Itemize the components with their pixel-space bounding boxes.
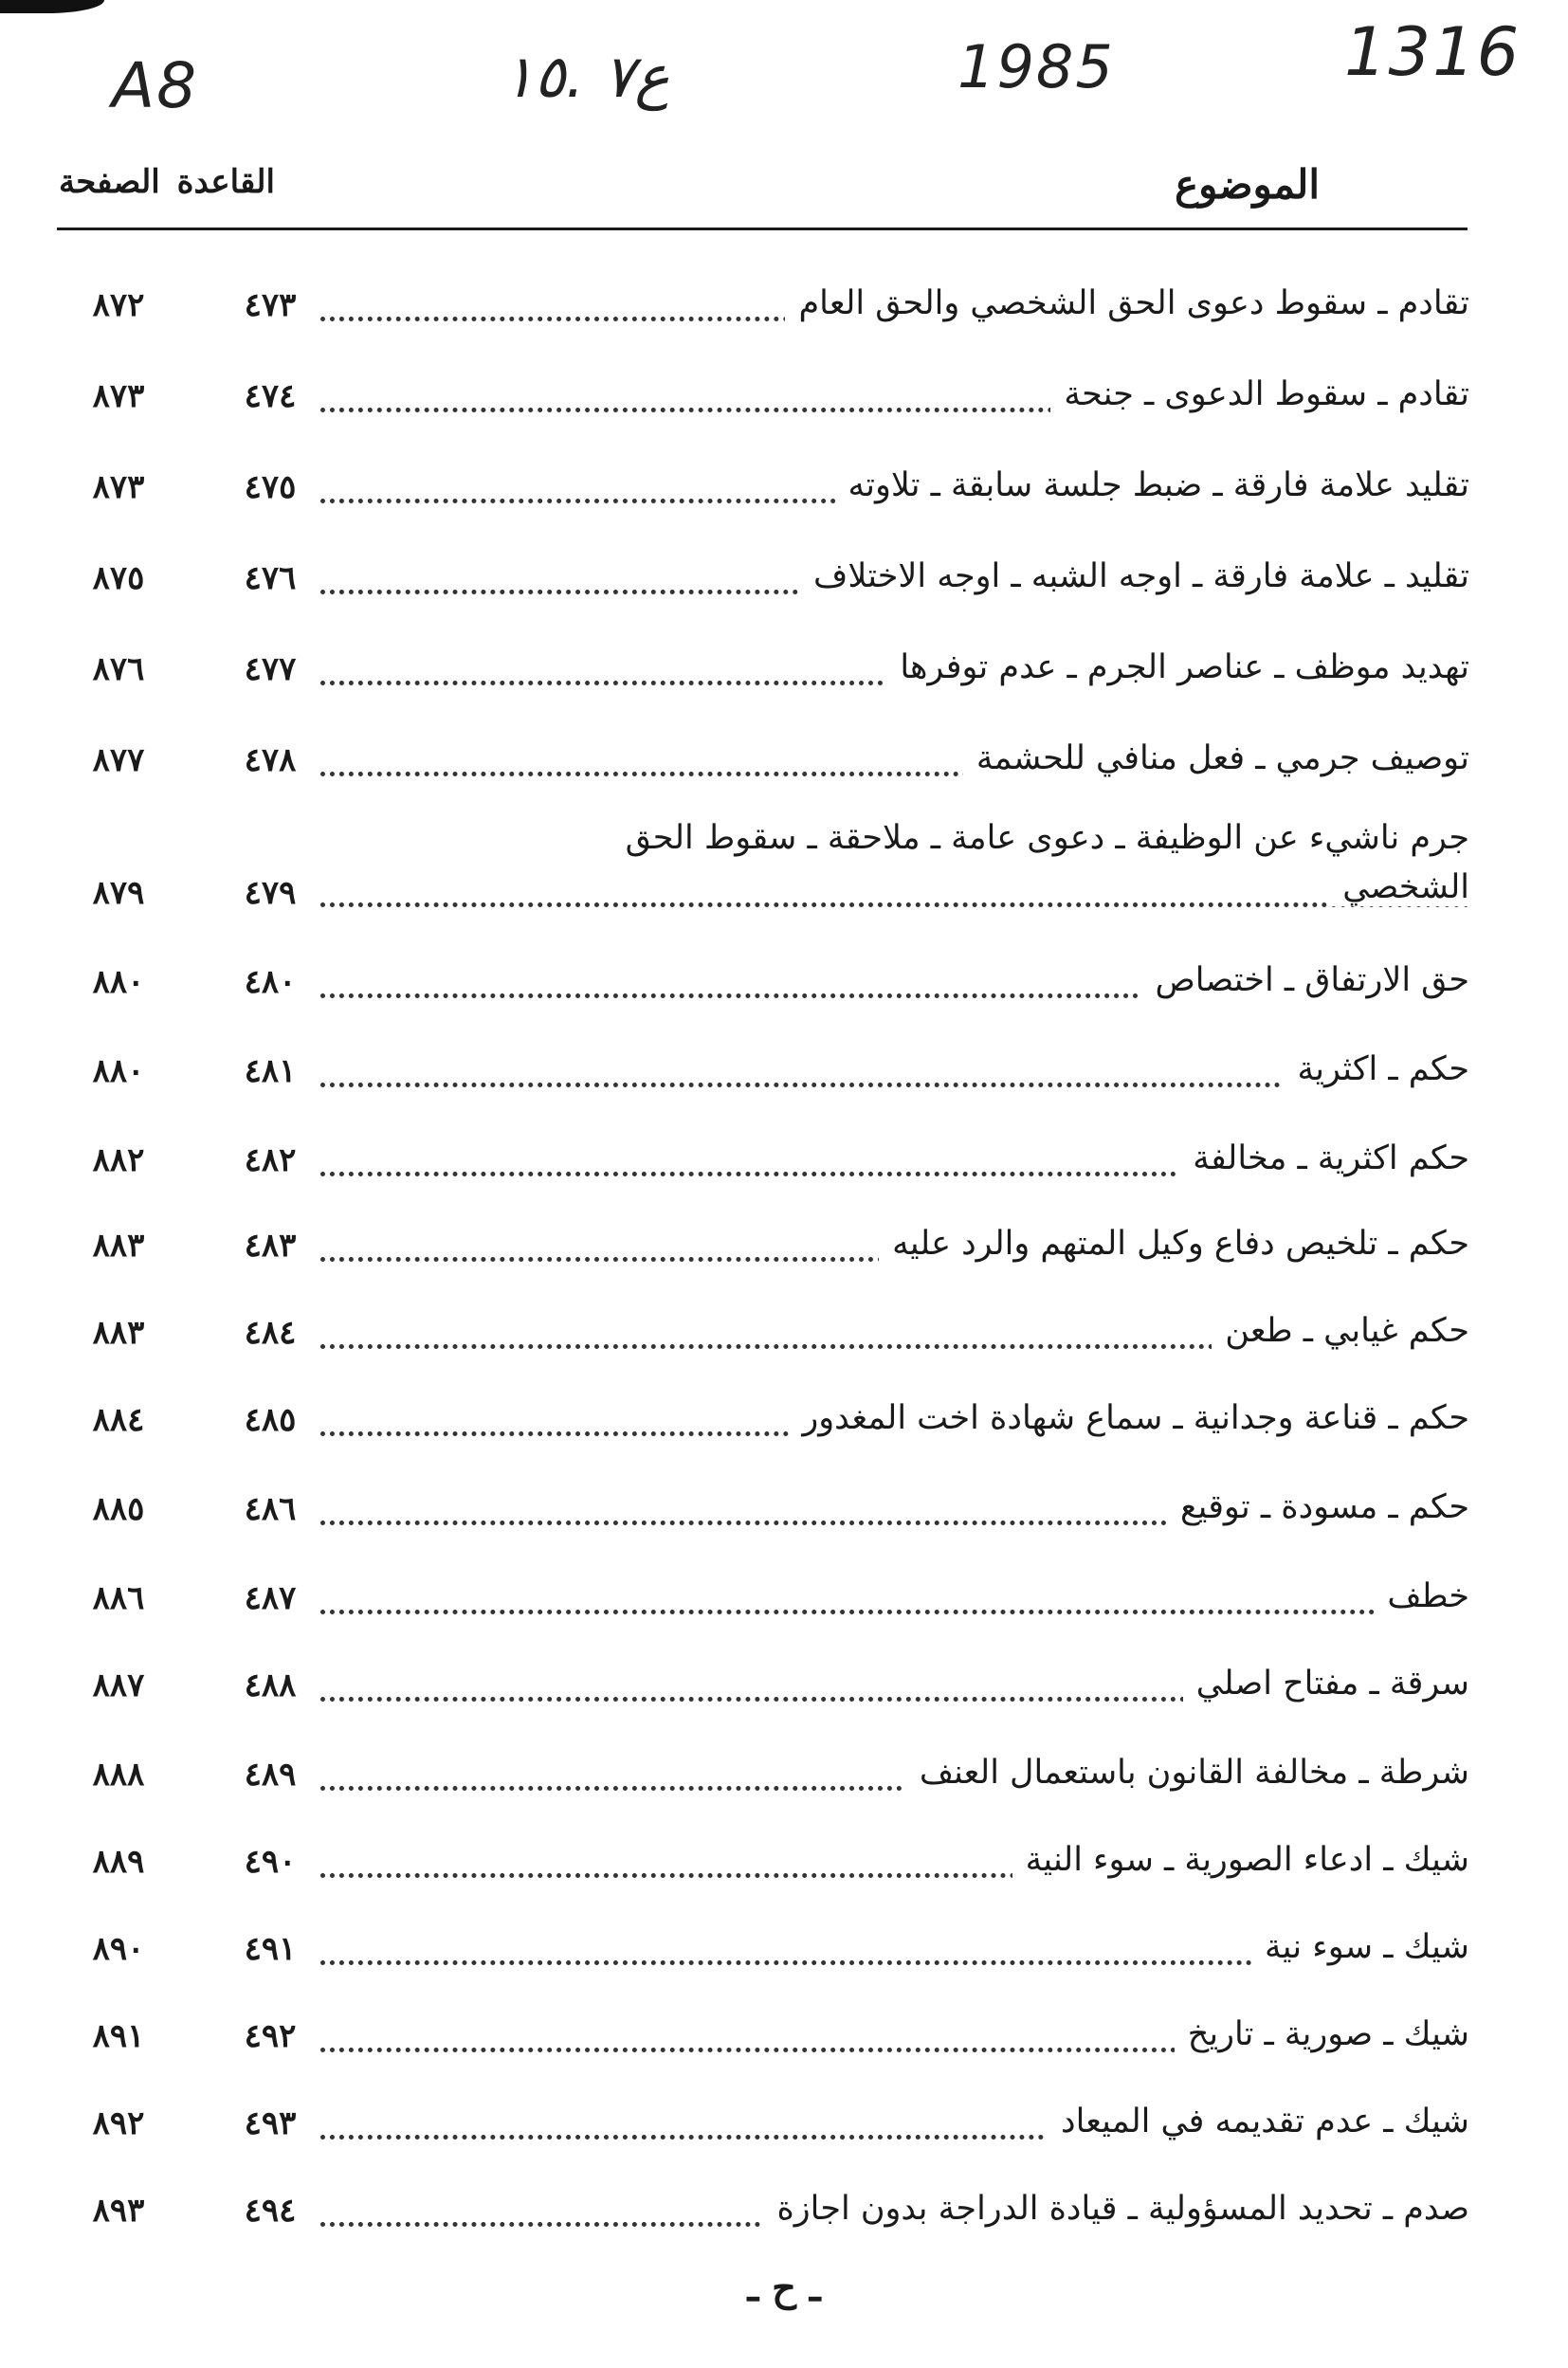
entry-page-number: ٨٩٠ [92, 1930, 145, 1968]
index-entry [57, 1744, 1469, 1835]
entry-rule-number: ٤٨٦ [244, 1490, 297, 1528]
entry-rule-number: ٤٨٥ [244, 1401, 297, 1439]
index-entry [57, 1919, 1469, 2010]
entry-topic: شيك ـ عدم تقديمه في الميعاد [1048, 2103, 1469, 2140]
entry-topic: حكم ـ مسودة ـ توقيع [1167, 1488, 1469, 1526]
index-entry [57, 457, 1469, 548]
entry-topic: تقادم ـ سقوط الدعوى ـ جنحة [1050, 375, 1469, 413]
entry-page-number: ٨٧٩ [92, 874, 145, 912]
index-entry [57, 275, 1469, 366]
entry-page-number: ٨٧٣ [92, 377, 145, 415]
scan-edge-mark [0, 0, 104, 13]
entry-rule-number: ٤٩٢ [244, 2017, 297, 2055]
entry-rule-number: ٤٨٨ [244, 1667, 297, 1704]
index-entry [57, 639, 1469, 730]
header-divider [57, 228, 1468, 230]
index-entry [57, 1215, 1469, 1306]
entry-rule-number: ٤٩١ [244, 1930, 297, 1968]
entry-rule-number: ٤٩٣ [244, 2104, 297, 2142]
entry-topic: حكم ـ اكثرية [1284, 1050, 1469, 1088]
entry-page-number: ٨٩٢ [92, 2104, 145, 2142]
entry-page-number: ٨٨٥ [92, 1490, 145, 1528]
index-entry [57, 815, 1469, 948]
index-entry [57, 1390, 1469, 1481]
entry-page-number: ٨٩٣ [92, 2192, 145, 2230]
entry-rule-number: ٤٧٧ [244, 650, 297, 688]
entry-rule-number: ٤٧٣ [244, 286, 297, 324]
leader-dots [320, 1610, 1469, 1614]
index-entry [57, 1568, 1469, 1659]
entry-rule-number: ٤٨٠ [244, 963, 297, 1001]
leader-dots [320, 902, 1469, 907]
column-header-page: الصفحة [59, 163, 160, 201]
index-entry [57, 1479, 1469, 1570]
entry-topic: توصيف جرمي ـ فعل منافي للحشمة [963, 739, 1469, 777]
entry-page-number: ٨٨٠ [92, 963, 145, 1001]
handwritten-note-left: A8 [112, 49, 199, 122]
entry-topic: جرم ناشيء عن الوظيفة ـ دعوى عامة ـ ملاحقة ـ سقوط الحق [612, 819, 1469, 857]
entry-rule-number: ٤٧٤ [244, 377, 297, 415]
entry-page-number: ٨٧٧ [92, 741, 145, 779]
entry-page-number: ٨٧٢ [92, 286, 145, 324]
entry-page-number: ٨٨٧ [92, 1667, 145, 1704]
index-entry [57, 2180, 1469, 2271]
entry-page-number: ٨٨٦ [92, 1579, 145, 1617]
handwritten-note-center: ع٧ .١٥ [502, 42, 670, 111]
entry-topic: حكم ـ قناعة وجدانية ـ سماع شهادة اخت المغدور [789, 1399, 1469, 1437]
index-entry [57, 952, 1469, 1043]
entry-page-number: ٨٧٥ [92, 559, 145, 597]
entry-page-number: ٨٩١ [92, 2017, 145, 2055]
entry-page-number: ٨٨٨ [92, 1756, 145, 1794]
handwritten-note-right: 1316 [1344, 13, 1522, 91]
entry-topic-continuation: الشخصي [1329, 868, 1469, 906]
entry-rule-number: ٤٧٩ [244, 874, 297, 912]
entry-topic: حق الارتفاق ـ اختصاص [1141, 961, 1469, 999]
entry-rule-number: ٤٧٨ [244, 741, 297, 779]
index-entry [57, 366, 1469, 457]
column-headers-numbers [59, 163, 275, 201]
entry-topic: تهديد موظف ـ عناصر الجرم ـ عدم توفرها [886, 648, 1469, 686]
index-entry [57, 1041, 1469, 1132]
column-header-rule: القاعدة [176, 163, 275, 201]
entry-topic: شرطة ـ مخالفة القانون باستعمال العنف [906, 1754, 1469, 1792]
entry-topic: صدم ـ تحديد المسؤولية ـ قيادة الدراجة بدون اجازة [763, 2190, 1469, 2228]
entry-rule-number: ٤٨٣ [244, 1227, 297, 1265]
page-number-footer: ـ ح ـ [747, 2266, 821, 2310]
index-entry [57, 730, 1469, 821]
entry-topic: تقليد ـ علامة فارقة ـ اوجه الشبه ـ اوجه الاختلاف [800, 557, 1469, 595]
entry-rule-number: ٤٨٩ [244, 1756, 297, 1794]
index-entry [57, 2006, 1469, 2097]
entry-page-number: ٨٨٩ [92, 1843, 145, 1881]
entry-page-number: ٨٨٢ [92, 1141, 145, 1179]
entry-rule-number: ٤٧٥ [244, 468, 297, 506]
entry-topic: تقادم ـ سقوط دعوى الحق الشخصي والحق العام [785, 284, 1469, 322]
column-header-topic: الموضوع [1175, 161, 1320, 208]
entry-page-number: ٨٨٣ [92, 1227, 145, 1265]
entry-page-number: ٨٨٤ [92, 1401, 145, 1439]
index-entry [57, 1130, 1469, 1221]
entry-rule-number: ٤٩٠ [244, 1843, 297, 1881]
entry-topic: حكم اكثرية ـ مخالفة [1179, 1139, 1469, 1177]
entry-page-number: ٨٨٣ [92, 1314, 145, 1352]
entry-topic: شيك ـ سوء نية [1251, 1928, 1469, 1966]
entry-rule-number: ٤٧٦ [244, 559, 297, 597]
entry-topic: حكم ـ تلخيص دفاع وكيل المتهم والرد عليه [879, 1225, 1469, 1263]
index-entry [57, 548, 1469, 639]
index-entry [57, 2093, 1469, 2184]
entry-rule-number: ٤٨٤ [244, 1314, 297, 1352]
entry-topic: شيك ـ ادعاء الصورية ـ سوء النية [1012, 1841, 1469, 1879]
entry-topic: تقليد علامة فارقة ـ ضبط جلسة سابقة ـ تلاوته [835, 466, 1470, 504]
entry-topic: سرقة ـ مفتاح اصلي [1183, 1665, 1469, 1703]
index-entry [57, 1655, 1469, 1746]
index-entry [57, 1831, 1469, 1922]
entry-rule-number: ٤٩٤ [244, 2192, 297, 2230]
index-entry [57, 1302, 1469, 1393]
handwritten-note-year: 1985 [957, 32, 1115, 101]
entry-topic: شيك ـ صورية ـ تاريخ [1175, 2015, 1469, 2053]
entry-rule-number: ٤٨٧ [244, 1579, 297, 1617]
entry-topic: خطف [1374, 1577, 1469, 1615]
entry-page-number: ٨٧٦ [92, 650, 145, 688]
entry-topic: حكم غيابي ـ طعن [1212, 1312, 1469, 1350]
entry-page-number: ٨٨٠ [92, 1052, 145, 1090]
entry-rule-number: ٤٨٢ [244, 1141, 297, 1179]
entry-page-number: ٨٧٣ [92, 468, 145, 506]
entry-rule-number: ٤٨١ [244, 1052, 297, 1090]
